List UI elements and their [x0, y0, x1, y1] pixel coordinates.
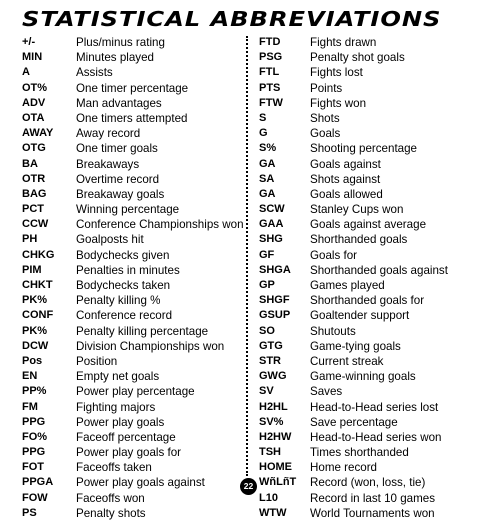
column-divider — [246, 36, 248, 476]
abbreviation-definition: Head-to-Head series lost — [310, 400, 439, 414]
abbreviation-row — [22, 50, 244, 65]
abbreviation-code: H2HW — [259, 430, 292, 443]
abbreviation-code: GTG — [259, 339, 283, 352]
abbreviation-row — [259, 278, 448, 293]
page-title: STATISTICAL ABBREVIATIONS — [22, 7, 442, 31]
abbreviation-definition: Assists — [76, 66, 113, 80]
abbreviation-code: SV — [259, 385, 274, 398]
abbreviation-code: GAA — [259, 218, 284, 231]
abbreviation-definition: Penalty killing percentage — [76, 324, 209, 338]
abbreviation-row — [22, 384, 244, 399]
abbreviation-row — [259, 491, 448, 506]
abbreviation-code: FTD — [259, 36, 281, 48]
abbreviation-code: PK% — [22, 294, 48, 307]
abbreviation-code: ADV — [22, 96, 46, 109]
abbreviation-row — [259, 400, 448, 415]
abbreviation-column-left — [22, 35, 244, 521]
abbreviation-row — [22, 278, 244, 293]
abbreviation-code: PIM — [22, 263, 42, 276]
abbreviation-definition: World Tournaments won — [310, 506, 435, 520]
abbreviation-definition: Penalty killing % — [76, 294, 161, 308]
abbreviation-definition: Position — [76, 354, 118, 368]
abbreviation-code: STR — [259, 354, 281, 367]
abbreviation-row — [259, 354, 448, 369]
abbreviation-code: FM — [22, 400, 38, 413]
abbreviation-row — [22, 445, 244, 460]
abbreviation-definition: Overtime record — [76, 172, 160, 186]
abbreviation-code: H2HL — [259, 400, 288, 413]
abbreviation-row — [22, 111, 244, 126]
abbreviation-code: CCW — [22, 218, 49, 231]
abbreviation-row — [22, 187, 244, 202]
abbreviation-row — [22, 141, 244, 156]
abbreviation-row — [259, 232, 448, 247]
abbreviation-definition: Winning percentage — [76, 203, 180, 217]
abbreviation-code: EN — [22, 370, 38, 383]
abbreviation-definition: Empty net goals — [76, 370, 160, 384]
abbreviation-definition: Shutouts — [310, 324, 356, 338]
abbreviation-row — [259, 202, 448, 217]
abbreviation-code: FTW — [259, 96, 283, 109]
abbreviation-row — [22, 491, 244, 506]
abbreviation-code: WTW — [259, 506, 287, 519]
abbreviation-row — [22, 369, 244, 384]
abbreviation-code: AWAY — [22, 127, 54, 140]
abbreviation-row — [259, 96, 448, 111]
abbreviation-definition: Home record — [310, 461, 378, 475]
abbreviation-row — [259, 126, 448, 141]
abbreviation-definition: Goals against — [310, 157, 381, 171]
abbreviation-row — [259, 415, 448, 430]
abbreviation-definition: Record in last 10 games — [310, 491, 436, 505]
abbreviation-definition: Fights won — [310, 96, 367, 110]
abbreviation-code: +/- — [22, 36, 36, 48]
abbreviation-row — [259, 263, 448, 278]
abbreviation-definition: Game-tying goals — [310, 339, 401, 353]
abbreviation-definition: Penalty shot goals — [310, 51, 405, 65]
abbreviation-row — [22, 96, 244, 111]
abbreviation-column-right — [259, 35, 448, 521]
abbreviation-definition: Record (won, loss, tie) — [310, 476, 426, 490]
abbreviation-definition: Bodychecks taken — [76, 279, 171, 292]
abbreviation-code: BAG — [22, 187, 47, 200]
abbreviation-code: FOT — [22, 461, 44, 474]
abbreviation-row — [259, 506, 448, 521]
abbreviation-definition: Goals for — [310, 248, 358, 262]
abbreviation-code: OT% — [22, 81, 48, 94]
abbreviation-row — [22, 324, 244, 339]
abbreviation-definition: Goals against average — [310, 218, 427, 232]
abbreviation-definition: Shorthanded goals for — [310, 294, 425, 308]
abbreviation-definition: Penalty shots — [76, 506, 146, 520]
abbreviation-row — [259, 384, 448, 399]
abbreviation-definition: Faceoffs won — [76, 491, 145, 505]
abbreviation-row — [259, 369, 448, 384]
abbreviation-code: FTL — [259, 66, 280, 79]
abbreviation-row — [22, 65, 244, 80]
abbreviation-row — [22, 263, 244, 278]
abbreviation-definition: Conference Championships won — [76, 218, 244, 232]
abbreviation-row — [259, 141, 448, 156]
abbreviation-code: CHKG — [22, 248, 55, 261]
abbreviation-code: GF — [259, 248, 275, 261]
abbreviation-row — [22, 293, 244, 308]
abbreviation-code: PCT — [22, 203, 44, 216]
abbreviation-row — [259, 50, 448, 65]
abbreviation-code: SHGF — [259, 294, 290, 307]
abbreviation-definition: Times shorthanded — [310, 446, 409, 460]
abbreviation-definition: One timer goals — [76, 142, 158, 156]
abbreviation-row — [22, 202, 244, 217]
abbreviation-code: GP — [259, 279, 275, 291]
abbreviation-row — [22, 217, 244, 232]
abbreviation-row — [259, 35, 448, 50]
abbreviation-definition: Saves — [310, 385, 343, 399]
abbreviation-code: SA — [259, 172, 275, 185]
abbreviation-definition: Current streak — [310, 354, 384, 368]
abbreviation-row — [22, 172, 244, 187]
abbreviation-definition: Faceoff percentage — [76, 430, 176, 444]
abbreviation-row — [259, 217, 448, 232]
abbreviation-row — [22, 506, 244, 521]
abbreviation-row — [22, 339, 244, 354]
abbreviation-code: PPG — [22, 446, 46, 459]
abbreviation-code: PP% — [22, 385, 47, 398]
abbreviation-code: GA — [259, 157, 276, 170]
abbreviation-code: CHKT — [22, 279, 53, 291]
abbreviation-code: MIN — [22, 51, 43, 64]
abbreviation-definition: Fights drawn — [310, 36, 377, 49]
abbreviation-row — [22, 81, 244, 96]
abbreviation-definition: Save percentage — [310, 415, 398, 429]
abbreviation-code: WñLñT — [259, 476, 297, 489]
abbreviation-definition: Head-to-Head series won — [310, 430, 442, 444]
abbreviation-code: GWG — [259, 370, 287, 383]
abbreviation-row — [259, 460, 448, 475]
abbreviation-row — [259, 324, 448, 339]
abbreviation-code: L10 — [259, 491, 278, 504]
abbreviation-row — [259, 81, 448, 96]
abbreviation-row — [259, 111, 448, 126]
abbreviation-code: FO% — [22, 430, 48, 443]
abbreviation-definition: Goals — [310, 127, 341, 141]
abbreviation-code: PTS — [259, 81, 281, 94]
abbreviation-definition: Power play goals for — [76, 446, 182, 460]
abbreviation-row — [259, 172, 448, 187]
abbreviation-code: SHG — [259, 233, 283, 246]
abbreviation-definition: Shorthanded goals against — [310, 263, 448, 277]
abbreviation-definition: Goaltender support — [310, 309, 410, 323]
abbreviation-code: PPG — [22, 415, 46, 428]
abbreviation-code: PK% — [22, 324, 48, 337]
abbreviation-code: SHGA — [259, 263, 291, 276]
abbreviation-definition: Power play percentage — [76, 385, 195, 399]
abbreviation-row — [22, 248, 244, 263]
abbreviation-code: PS — [22, 506, 37, 519]
abbreviation-row — [259, 65, 448, 80]
abbreviation-definition: Fights lost — [310, 66, 363, 80]
abbreviation-code: S — [259, 111, 267, 124]
abbreviation-definition: One timer percentage — [76, 81, 189, 95]
abbreviation-code: HOME — [259, 461, 292, 474]
abbreviation-code: SO — [259, 324, 275, 337]
abbreviation-definition: Points — [310, 81, 343, 95]
abbreviation-code: GA — [259, 187, 276, 200]
abbreviation-definition: Power play goals — [76, 415, 165, 429]
abbreviation-code: SV% — [259, 415, 284, 428]
abbreviation-definition: Conference record — [76, 309, 173, 323]
abbreviation-definition: Fighting majors — [76, 400, 156, 414]
abbreviation-definition: Minutes played — [76, 51, 154, 65]
abbreviation-row — [22, 35, 244, 50]
abbreviation-code: S% — [259, 142, 277, 155]
abbreviation-code: Pos — [22, 354, 43, 367]
abbreviation-code: SCW — [259, 203, 285, 216]
abbreviation-row — [22, 400, 244, 415]
abbreviation-row — [259, 293, 448, 308]
abbreviation-definition: Goalposts hit — [76, 233, 144, 247]
abbreviation-definition: Goals allowed — [310, 187, 383, 201]
abbreviation-row — [259, 430, 448, 445]
abbreviation-code: CONF — [22, 309, 54, 322]
abbreviation-row — [22, 157, 244, 172]
abbreviation-row — [22, 475, 244, 490]
abbreviation-definition: Shots against — [310, 172, 381, 186]
abbreviation-code: A — [22, 66, 30, 79]
abbreviation-definition: Stanley Cups won — [310, 203, 404, 217]
abbreviation-definition: Plus/minus rating — [76, 36, 165, 49]
abbreviation-definition: Away record — [76, 127, 141, 141]
abbreviation-definition: Power play goals against — [76, 476, 205, 490]
abbreviation-row — [259, 475, 448, 490]
abbreviation-definition: Game-winning goals — [310, 370, 416, 384]
abbreviation-row — [22, 430, 244, 445]
abbreviation-row — [259, 445, 448, 460]
abbreviation-row — [22, 308, 244, 323]
abbreviation-code: DCW — [22, 339, 49, 352]
abbreviation-code: BA — [22, 157, 38, 170]
abbreviation-definition: Breakaway goals — [76, 187, 165, 201]
abbreviation-code: G — [259, 127, 268, 140]
abbreviation-code: GSUP — [259, 309, 291, 322]
abbreviation-definition: Man advantages — [76, 96, 162, 110]
abbreviation-code: PH — [22, 233, 38, 246]
abbreviation-code: TSH — [259, 446, 281, 459]
abbreviation-definition: Shooting percentage — [310, 142, 418, 156]
abbreviation-definition: Division Championships won — [76, 339, 225, 353]
abbreviation-row — [259, 339, 448, 354]
abbreviation-code: PPGA — [22, 476, 54, 489]
abbreviation-definition: Shots — [310, 111, 340, 125]
abbreviation-row — [259, 187, 448, 202]
abbreviation-code: PSG — [259, 51, 283, 64]
abbreviation-row — [22, 354, 244, 369]
abbreviation-definition: One timers attempted — [76, 111, 188, 125]
abbreviation-code: OTA — [22, 111, 45, 124]
abbreviation-code: OTG — [22, 142, 46, 155]
abbreviation-row — [259, 308, 448, 323]
abbreviation-code: FOW — [22, 491, 48, 504]
abbreviation-definition: Bodychecks given — [76, 248, 170, 262]
abbreviation-row — [259, 157, 448, 172]
abbreviation-row — [259, 248, 448, 263]
abbreviation-definition: Faceoffs taken — [76, 461, 152, 475]
abbreviation-definition: Breakaways — [76, 157, 140, 171]
page-number: 22 — [240, 478, 257, 495]
abbreviation-row — [22, 460, 244, 475]
abbreviation-row — [22, 232, 244, 247]
abbreviation-definition: Games played — [310, 279, 385, 292]
abbreviation-code: OTR — [22, 172, 46, 185]
abbreviation-definition: Penalties in minutes — [76, 263, 180, 277]
abbreviation-row — [22, 126, 244, 141]
abbreviation-definition: Shorthanded goals — [310, 233, 408, 247]
abbreviation-row — [22, 415, 244, 430]
